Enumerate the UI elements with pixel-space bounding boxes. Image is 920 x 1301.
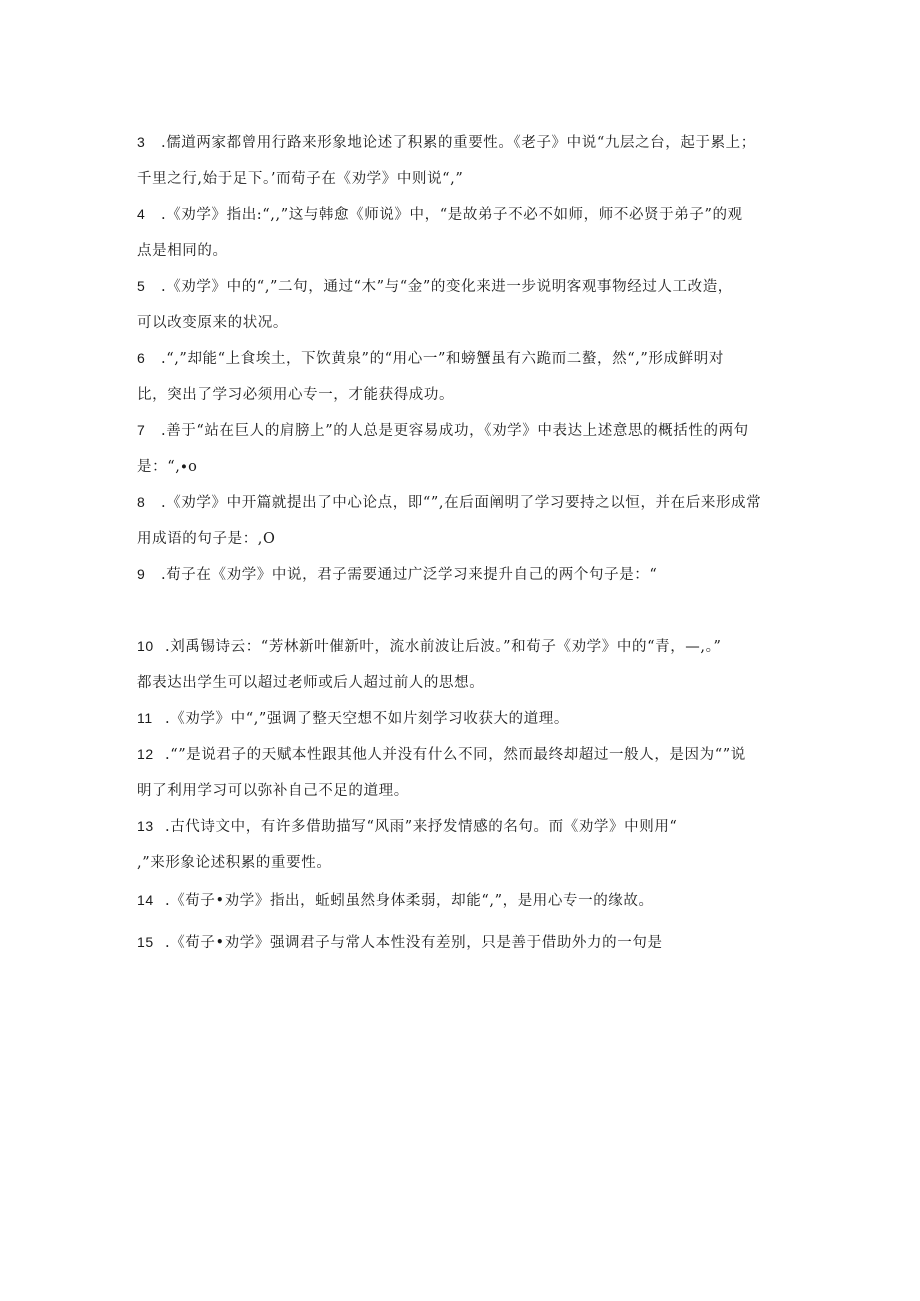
question-line: 用成语的句子是：,O xyxy=(137,531,276,547)
question-line xyxy=(137,736,797,773)
question-line: ,”来形象论述积累的重要性。 xyxy=(137,855,332,871)
question-text: .刘禹锡诗云：“芳林新叶催新叶，流水前波让后波。”和荀子《劝学》中的“青，—,。” xyxy=(165,639,722,655)
question-15 xyxy=(137,924,797,961)
question-text: .《劝学》中“,”强调了整天空想不如片刻学习收获大的道理。 xyxy=(165,711,569,727)
question-4 xyxy=(137,196,797,269)
question-8 xyxy=(137,484,797,557)
question-number: 11 xyxy=(137,710,153,726)
question-line: 是：“,∙o xyxy=(137,459,198,475)
question-line xyxy=(137,700,797,737)
question-5 xyxy=(137,268,797,341)
question-10 xyxy=(137,628,797,701)
question-text: .《荀子•劝学》指出，蚯蚓虽然身体柔弱，却能“,”，是用心专一的缘故。 xyxy=(165,893,654,909)
question-number: 7 xyxy=(137,422,146,438)
question-11 xyxy=(137,700,797,737)
question-number: 6 xyxy=(137,350,146,366)
question-number: 5 xyxy=(137,278,146,294)
question-number: 13 xyxy=(137,818,154,834)
question-text: .《劝学》中的“,”二句，通过“木”与“金”的变化来进一步说明客观事物经过人工改造， xyxy=(161,279,733,295)
question-line: 都表达出学生可以超过老师或后人超过前人的思想。 xyxy=(137,675,485,691)
question-line xyxy=(137,484,797,521)
question-12 xyxy=(137,736,797,809)
question-number: 8 xyxy=(137,494,146,510)
question-line xyxy=(137,124,797,161)
question-line: 点是相同的。 xyxy=(137,243,228,259)
question-text: .善于“站在巨人的肩膀上”的人总是更容易成功，《劝学》中表达上述意思的概括性的两句 xyxy=(161,423,749,439)
question-line xyxy=(137,628,797,665)
question-number: 9 xyxy=(137,566,146,582)
question-line xyxy=(137,340,797,377)
question-3 xyxy=(137,124,797,197)
question-line: 明了利用学习可以弥补自己不足的道理。 xyxy=(137,783,409,799)
question-number: 3 xyxy=(137,134,146,150)
question-line: 可以改变原来的状况。 xyxy=(137,315,288,331)
question-line xyxy=(137,556,797,593)
question-7 xyxy=(137,412,797,485)
question-line xyxy=(137,882,797,919)
question-number: 4 xyxy=(137,206,146,222)
question-number: 15 xyxy=(137,934,154,950)
question-text: .《劝学》中开篇就提出了中心论点，即“”,在后面阐明了学习要持之以恒，并在后来形成常 xyxy=(161,495,762,511)
question-9 xyxy=(137,556,797,593)
question-number: 12 xyxy=(137,746,154,762)
question-line: 比，突出了学习必须用心专一，才能获得成功。 xyxy=(137,387,455,403)
question-text: .古代诗文中，有许多借助描写“风雨”来抒发情感的名句。而《劝学》中则用“ xyxy=(165,819,678,835)
question-number: 10 xyxy=(137,638,154,654)
question-13 xyxy=(137,808,797,881)
question-text: .儒道两家都曾用行路来形象地论述了积累的重要性。《老子》中说“九层之台，起于累上； xyxy=(161,135,756,151)
question-number: 14 xyxy=(137,892,154,908)
question-6 xyxy=(137,340,797,413)
question-text: .《荀子•劝学》强调君子与常人本性没有差别，只是善于借助外力的一句是 xyxy=(165,935,663,951)
question-line: 千里之行,始于足下。’而荀子在《劝学》中则说“,” xyxy=(137,171,464,187)
question-text: .“”是说君子的天赋本性跟其他人并没有什么不同，然而最终却超过一般人，是因为“”说 xyxy=(165,747,746,763)
question-text: .荀子在《劝学》中说，君子需要通过广泛学习来提升自己的两个句子是：“ xyxy=(161,567,658,583)
question-text: .《劝学》指出:“,,”这与韩愈《师说》中，“是故弟子不必不如师，师不必贤于弟子”的观 xyxy=(161,207,743,223)
question-line xyxy=(137,924,797,961)
question-14 xyxy=(137,882,797,919)
question-line xyxy=(137,196,797,233)
question-text: .“,”却能“上食埃土，下饮黄泉”的“用心一”和螃蟹虽有六跪而二螯，然“,”形成鲜明对 xyxy=(161,351,724,367)
question-line xyxy=(137,808,797,845)
question-line xyxy=(137,268,797,305)
question-line xyxy=(137,412,797,449)
